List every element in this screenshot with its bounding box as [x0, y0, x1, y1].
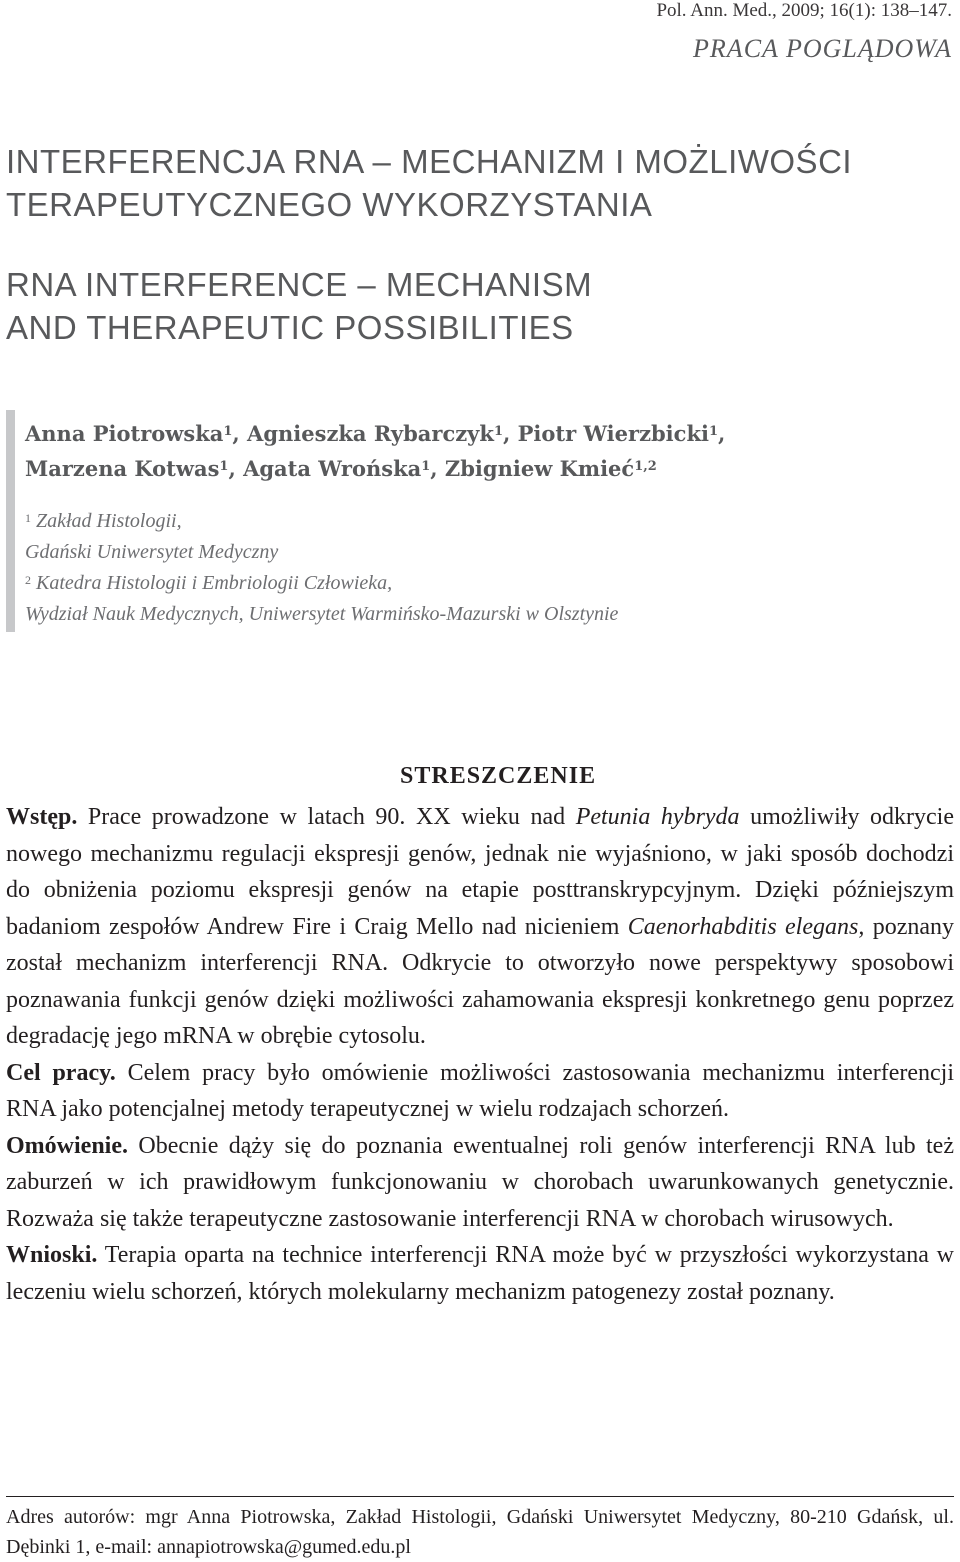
author-line	[25, 451, 946, 486]
author-affiliation-number: 1	[708, 424, 719, 439]
article-type-label: PRACA POGLĄDOWA	[693, 34, 952, 63]
conclusions-text: Terapia oparta na technice interferencji RNA może być w przyszłości wykorzystana w leczeniu wielu schorzeń, których molekularny mechanizm patogenezy został poznany.	[6, 1242, 954, 1305]
conclusions-label: Wnioski.	[6, 1242, 98, 1268]
affiliation-list	[25, 506, 946, 630]
author-separator: ,	[502, 421, 518, 446]
affiliation-line	[25, 506, 946, 537]
affiliation-text: Katedra Histologii i Embriologii Człowieka,	[36, 572, 393, 594]
authors-affiliations-block	[6, 410, 946, 632]
author-line	[25, 416, 946, 451]
author-name: Marzena Kotwas	[25, 456, 220, 481]
author-address: Adres autorów: mgr Anna Piotrowska, Zakład Histologii, Gdański Uniwersytet Medyczny, 80-210 Gdańsk, ul. Dębinki 1, e-mail: annapiotrowska@gumed.edu.pl	[6, 1506, 954, 1558]
intro-text: Prace prowadzone w latach 90. XX wieku nad	[77, 804, 576, 830]
author-name: Piotr Wierzbicki	[517, 421, 709, 446]
affiliation-text: Zakład Histologii,	[36, 510, 182, 532]
species-name: Caenorhabditis elegans,	[627, 913, 865, 940]
discussion-text: Obecnie dąży się do poznania ewentualnej roli genów interferencji RNA lub też zaburzeń w ich prawidłowym funkcjonowaniu w chorobach uwarunkowanych genetycznie. Rozważa się także terapeutyczne zastosowanie interferencji RNA w chorobach wirusowych.	[6, 1132, 954, 1232]
affiliation-number: 1	[25, 511, 31, 525]
title-polish	[6, 140, 956, 226]
author-affiliation-number: 1	[493, 424, 503, 439]
title-english	[6, 263, 956, 349]
page-header	[656, 0, 952, 64]
author-affiliation-number: 1	[219, 459, 229, 474]
author-separator: ,	[718, 421, 726, 446]
abstract-body	[6, 799, 954, 1310]
title-polish-line: INTERFERENCJA RNA – MECHANIZM I MOŻLIWOŚCI	[6, 143, 853, 180]
author-name: Anna Piotrowska	[25, 421, 224, 446]
title-polish-line: TERAPEUTYCZNEGO WYKORZYSTANIA	[6, 186, 653, 223]
abstract-heading: STRESZCZENIE	[400, 763, 597, 789]
author-affiliation-number: 1,2	[634, 459, 657, 474]
abstract-intro-paragraph	[6, 799, 954, 1055]
author-separator: ,	[228, 456, 244, 481]
intro-text: poznany został mechanizm interferencji RNA. Odkrycie to otworzyło nowe perspektywy sposobowi poznawania funkcji genów dzięki możliwości zahamowania ekspresji konkretnego genu poprzez degradację jego mRNA w obrębie cytosolu.	[6, 913, 955, 1049]
author-affiliation-number: 1	[223, 424, 233, 439]
aim-label: Cel pracy.	[6, 1059, 116, 1086]
title-english-line: AND THERAPEUTIC POSSIBILITIES	[6, 309, 574, 346]
author-name: Agata Wrońska	[243, 456, 422, 481]
author-separator: ,	[232, 421, 248, 446]
author-name: Agnieszka Rybarczyk	[247, 421, 494, 446]
affiliation-line: Wydział Nauk Medycznych, Uniwersytet Warmińsko-Mazurski w Olsztynie	[25, 603, 619, 625]
author-separator: ,	[430, 456, 445, 481]
author-list	[25, 416, 946, 486]
author-name: Zbigniew Kmieć	[444, 456, 635, 481]
abstract-aim-paragraph	[6, 1055, 954, 1128]
journal-reference: Pol. Ann. Med., 2009; 16(1): 138–147.	[656, 0, 952, 21]
aim-text: Celem pracy było omówienie możliwości zastosowania mechanizmu interferencji RNA jako potencjalnej metody terapeutycznej w wielu rodzajach schorzeń.	[6, 1059, 954, 1122]
title-english-line: RNA INTERFERENCE – MECHANISM	[6, 266, 593, 303]
abstract-conclusions-paragraph	[6, 1237, 954, 1310]
species-name: Petunia hybryda	[575, 804, 740, 830]
footer-divider	[6, 1496, 954, 1497]
discussion-label: Omówienie.	[6, 1132, 128, 1159]
author-affiliation-number: 1	[421, 459, 431, 474]
affiliation-line	[25, 568, 946, 599]
affiliation-number: 2	[25, 573, 31, 587]
affiliation-line: Gdański Uniwersytet Medyczny	[25, 541, 279, 563]
intro-text: umożliwiły odkrycie nowego mechanizmu regulacji ekspresji genów, jednak nie wyjaśniono, w jaki sposób dochodzi do obniżenia poziomu ekspresji genów na etapie posttranskrypcyjnym. Dzięki późniejszym badaniom zespołów Andrew Fire i Craig Mello nad nicieniem	[6, 804, 954, 940]
intro-label: Wstęp.	[6, 804, 78, 830]
abstract-discussion-paragraph	[6, 1128, 954, 1238]
